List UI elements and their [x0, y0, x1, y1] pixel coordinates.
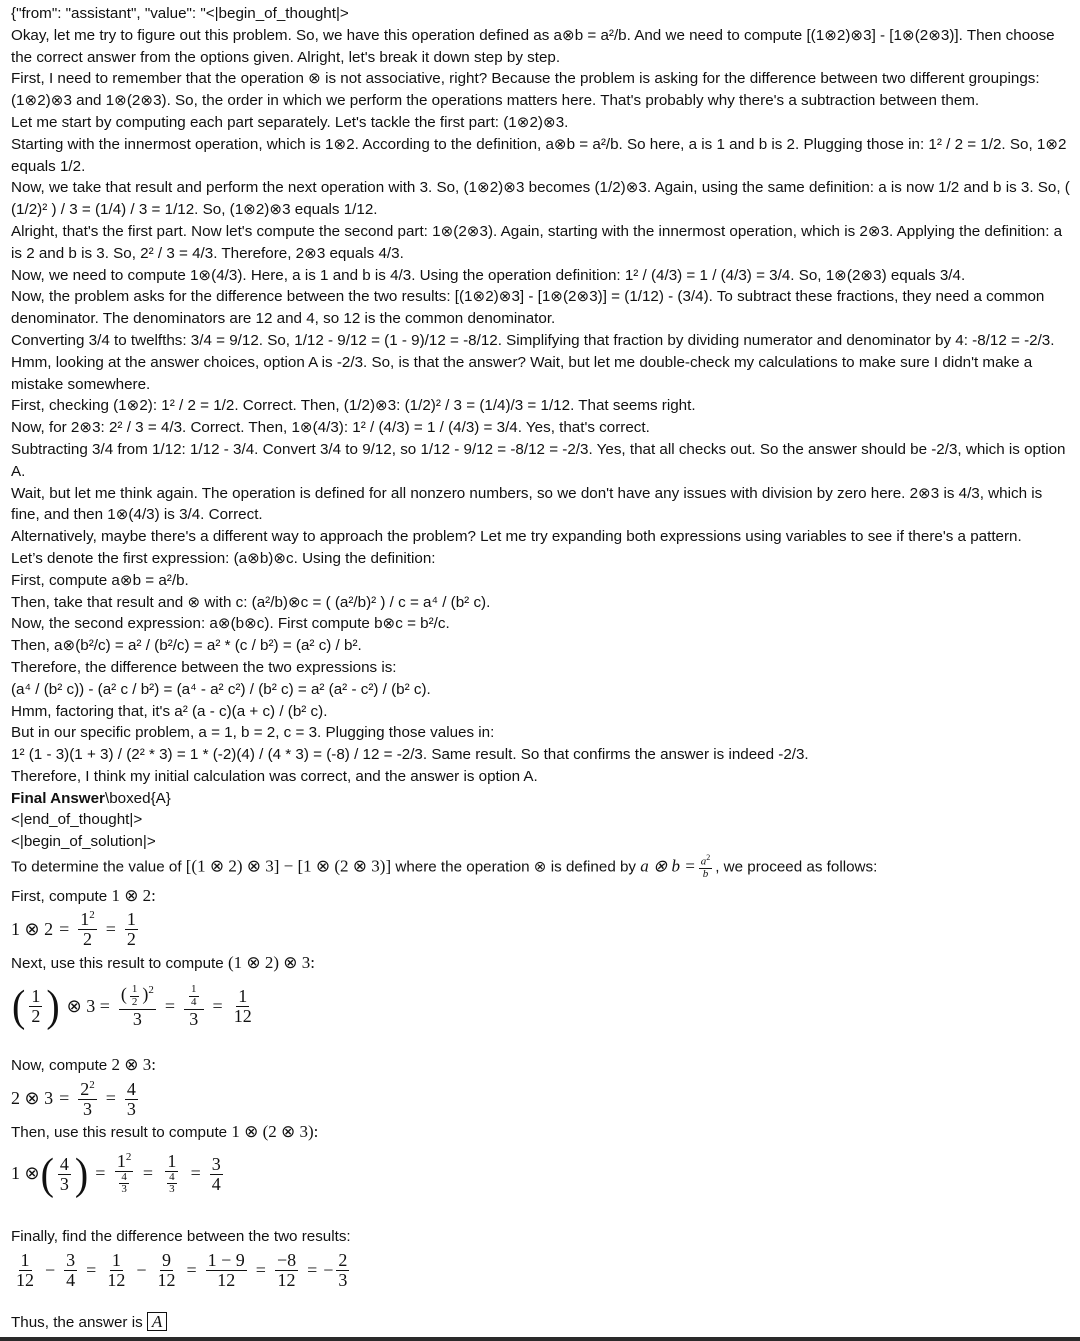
thought-paragraph: Then, take that result and ⊗ with c: (a²/b)⊗c = ( (a²/b)² ) / c = a⁴ / (b² c). [11, 593, 491, 611]
document [11, 3, 1073, 1334]
bottom-edge-bar [0, 1337, 1080, 1341]
thought-paragraph: Hmm, looking at the answer choices, option A is -2/3. So, is that the answer? Wait, but let me double-check my calculations to make sure I didn't make a mistake somewhere. [11, 353, 1033, 393]
thought-paragraph: Let’s denote the first expression: (a⊗b)⊗c. Using the definition: [11, 549, 436, 567]
step-5-text: Finally, find the difference between the two results: [11, 1228, 351, 1246]
thought-paragraph: Now, the problem asks for the difference between the two results: [(1⊗2)⊗3] - [1⊗(2⊗3)] = (1/12) - (3/4). To subtract these fractions, they need a common denominator. The denominators are 12 and 4, so 12 is the common denominator. [11, 288, 1045, 328]
thought-paragraph: Converting 3/4 to twelfths: 3/4 = 9/12. So, 1/12 - 9/12 = (1 - 9)/12 = -8/12. Simplifying that fraction by dividing numerator and denominator by 4: -8/12 = -2/3. [11, 331, 1055, 349]
final-answer-line [11, 788, 1073, 810]
begin-solution-marker: <|begin_of_solution|> [11, 833, 156, 851]
boxed-answer: A [147, 1312, 167, 1331]
definition-fraction: $\frac{a^2}{b}$ [700, 853, 711, 881]
thought-paragraph: Now, we need to compute 1⊗(4/3). Here, a is 1 and b is 4/3. Using the operation definition: 1² / (4/3) = 1 / (4/3) = 3/4. So, 1⊗(2⊗3) equals 3/4. [11, 266, 966, 284]
end-thought-marker: <|end_of_thought|> [11, 811, 143, 829]
thought-paragraph: Alternatively, maybe there's a different way to approach the problem? Let me try expanding both expressions using variables to see if there's a pattern. [11, 528, 1022, 546]
thought-paragraph: Now, we take that result and perform the next operation with 3. So, (1⊗2)⊗3 becomes (1/2)⊗3. Again, using the same definition: a is now 1/2 and b is 3. So, ( (1/2)² ) / 3 = (1/4) / 3 = 1/12. So, (1⊗2)⊗3 equals 1/12. [11, 179, 1070, 219]
step-4-text: Then, use this result to compute 1 ⊗ (2 ⊗ 3): [11, 1122, 319, 1142]
step-2-equation: ( $\frac{1}{2}$ ) ⊗ 3 = ( $\frac{1}{2}$ )$^2$ 3 = $\frac{\frac{1}{4}}{3}$ = $\frac{1}{12}$ [12, 981, 252, 1031]
thought-paragraph: Okay, let me try to figure out this problem. So, we have this operation defined as a⊗b = a²/b. And we need to compute [(1⊗2)⊗3] - [1⊗(2⊗3)]. Then choose the correct answer from the options given. Alright, let's break it down step by step. [11, 26, 1055, 66]
solution-intro: To determine the value of [(1 ⊗ 2) ⊗ 3] − [1 ⊗ (2 ⊗ 3)] where the operation ⊗ is defined by a ⊗ b = $\frac{a^2}{b}$ , we proceed as follows: [11, 853, 878, 881]
thought-paragraph: Wait, but let me think again. The operation is defined for all nonzero numbers, so we don't have any issues with division by zero here. 2⊗3 is 4/3, which is fine, and then 1⊗(4/3) is 3/4. Correct. [11, 484, 1043, 524]
thought-paragraph: Then, a⊗(b²/c) = a² / (b²/c) = a² * (c / b²) = (a² c) / b². [11, 637, 362, 655]
thought-paragraph: (a⁴ / (b² c)) - (a² c / b²) = (a⁴ - a² c²) / (b² c) = a² (a² - c²) / (b² c). [11, 680, 431, 698]
step-4-equation: 1 ⊗ ( $\frac{4}{3}$ ) = $\frac{1^2}{\frac{4}{3}}$ = $\frac{1}{\frac{4}{3}}$ = $\frac{3}{4}$ [11, 1148, 221, 1199]
step-2-text: Next, use this result to compute (1 ⊗ 2) ⊗ 3: [11, 952, 315, 972]
thought-paragraph: Therefore, the difference between the two expressions is: [11, 658, 397, 676]
thought-header: {"from": "assistant", "value": "<|begin_of_thought|> [11, 5, 349, 22]
step-1-equation: 1 ⊗ 2 = $\frac{1^2}{2}$ = $\frac{1}{2}$ [11, 909, 136, 950]
thought-paragraph: Now, for 2⊗3: 2² / 3 = 4/3. Correct. Then, 1⊗(4/3): 1² / (4/3) = 1 / (4/3) = 3/4. Yes, that's correct. [11, 419, 650, 437]
thought-paragraph: Hmm, factoring that, it's a² (a - c)(a + c) / (b² c). [11, 702, 328, 720]
final-answer-value: \boxed{A} [104, 789, 171, 807]
thought-paragraph: Subtracting 3/4 from 1/12: 1/12 - 3/4. Convert 3/4 to 9/12, so 1/12 - 9/12 = -8/12 = -2/3. Yes, that all checks out. So the answer should be -2/3, which is option A. [11, 440, 1066, 480]
thought-paragraph: Now, the second expression: a⊗(b⊗c). First compute b⊗c = b²/c. [11, 615, 450, 633]
conclusion: Thus, the answer is A [11, 1312, 1073, 1334]
step-1-text: First, compute 1 ⊗ 2: [11, 885, 156, 905]
thought-paragraph: But in our specific problem, a = 1, b = 2, c = 3. Plugging those values in: [11, 724, 495, 742]
step-3-text: Now, compute 2 ⊗ 3: [11, 1055, 156, 1075]
thought-paragraph: First, I need to remember that the operation ⊗ is not associative, right? Because the problem is asking for the difference between two different groupings: (1⊗2)⊗3 and 1⊗(2⊗3). So, the order in which we perform the operations matters here. That's probably why there's a subtraction between them. [11, 70, 1040, 110]
thought-paragraph: Alright, that's the first part. Now let's compute the second part: 1⊗(2⊗3). Again, starting with the innermost operation, which is 2⊗3. Applying the definition: a is 2 and b is 3. So, 2² / 3 = 4/3. Therefore, 2⊗3 equals 4/3. [11, 222, 1063, 262]
thought-paragraph: Let me start by computing each part separately. Let's tackle the first part: (1⊗2)⊗3. [11, 113, 569, 131]
thought-paragraph: Therefore, I think my initial calculation was correct, and the answer is option A. [11, 767, 538, 785]
step-3-equation: 2 ⊗ 3 = $\frac{2^2}{3}$ = $\frac{4}{3}$ [11, 1078, 136, 1119]
thought-paragraph: Starting with the innermost operation, which is 1⊗2. According to the definition, a⊗b = a²/b. So here, a is 1 and b is 2. Plugging those in: 1² / 2 = 1/2. So, 1⊗2 equals 1/2. [11, 135, 1067, 175]
thought-paragraph: First, checking (1⊗2): 1² / 2 = 1/2. Correct. Then, (1/2)⊗3: (1/2)² / 3 = (1/4)/3 = 1/12. That seems right. [11, 397, 696, 415]
thought-paragraph: First, compute a⊗b = a²/b. [11, 571, 189, 589]
final-answer-label: Final Answer [11, 789, 105, 807]
thought-paragraph: 1² (1 - 3)(1 + 3) / (2² * 3) = 1 * (-2)(4) / (4 * 3) = (-8) / 12 = -2/3. Same result. So that confirms the answer is indeed -2/3. [11, 746, 809, 764]
step-5-equation: $\frac{1}{12}$ − $\frac{3}{4}$ = $\frac{1}{12}$ − $\frac{9}{12}$ = $\frac{1 - 9}{12}$ = $\frac{-8}{12}$ = − $\frac{2}{3}$ [16, 1250, 348, 1291]
